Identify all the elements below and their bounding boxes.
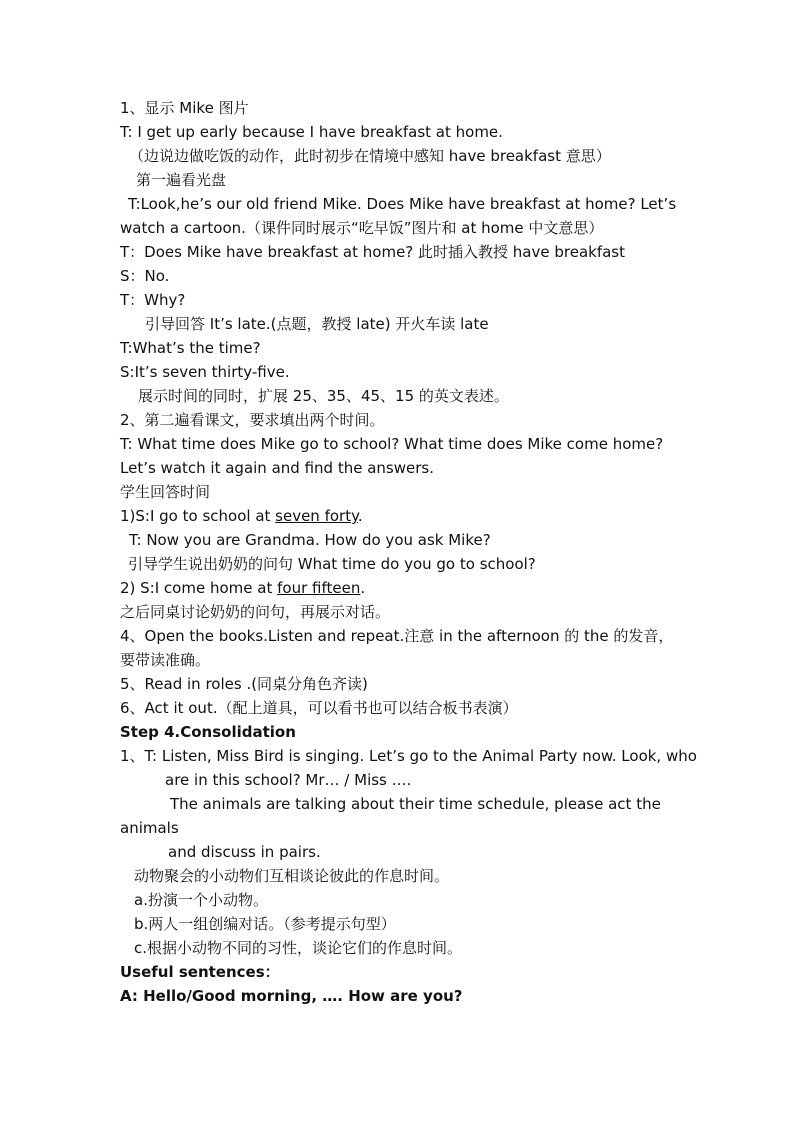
doc-line: 动物聚会的小动物们互相谈论彼此的作息时间。 — [134, 867, 450, 885]
doc-line: S:It’s seven thirty-five. — [120, 363, 290, 381]
doc-line: S：No. — [120, 267, 170, 285]
doc-line: 之后同桌讨论奶奶的问句，再展示对话。 — [120, 603, 391, 621]
doc-line: T：Does Mike have breakfast at home? 此时插入教授 have breakfast — [120, 243, 626, 261]
doc-line: 要带读准确。 — [120, 651, 211, 669]
doc-line: 4、Open the books.Listen and repeat.注意 in the afternoon 的 the 的发音， — [120, 627, 674, 645]
doc-line: T:Look,he’s our old friend Mike. Does Mike have breakfast at home? Let’s — [128, 195, 677, 213]
doc-line: A: Hello/Good morning, …. How are you? — [120, 987, 463, 1005]
doc-line: T:What’s the time? — [120, 339, 261, 357]
doc-line: and discuss in pairs. — [168, 843, 321, 861]
doc-line: 2) S:I come home at four fifteen. — [120, 579, 366, 597]
doc-line: T：Why? — [120, 291, 186, 309]
doc-line: a.扮演一个小动物。 — [134, 891, 268, 909]
doc-line: 1)S:I go to school at seven forty. — [120, 507, 363, 525]
doc-line: b.两人一组创编对话。（参考提示句型） — [134, 915, 396, 933]
doc-line: 6、Act it out.（配上道具，可以看书也可以结合板书表演） — [120, 699, 518, 717]
doc-line: 展示时间的同时，扩展 25、35、45、15 的英文表述。 — [138, 387, 509, 405]
doc-line: 1、T: Listen, Miss Bird is singing. Let’s go to the Animal Party now. Look, who — [120, 747, 697, 765]
doc-line: T: I get up early because I have breakfast at home. — [120, 123, 503, 141]
answer-underline: four fifteen — [277, 579, 361, 597]
doc-line: 引导回答 It’s late.(点题，教授 late) 开火车读 late — [145, 315, 489, 333]
doc-line: c.根据小动物不同的习性，谈论它们的作息时间。 — [134, 939, 463, 957]
doc-line: T: Now you are Grandma. How do you ask Mike? — [129, 531, 491, 549]
doc-line: watch a cartoon.（课件同时展示“吃早饭”图片和 at home 中文意思） — [120, 219, 604, 237]
useful-sentences-heading: Useful sentences： — [120, 963, 280, 981]
doc-line: 1、显示 Mike 图片 — [120, 99, 249, 117]
doc-line: are in this school? Mr… / Miss …. — [165, 771, 412, 789]
doc-line: （边说边做吃饭的动作，此时初步在情境中感知 have breakfast 意思） — [129, 147, 611, 165]
doc-line: 第一遍看光盘 — [136, 171, 227, 189]
doc-line: The animals are talking about their time schedule, please act the — [170, 795, 661, 813]
doc-line: 5、Read in roles .(同桌分角色齐读) — [120, 675, 368, 693]
doc-line: 学生回答时间 — [120, 483, 211, 501]
doc-line: Let’s watch it again and find the answers. — [120, 459, 434, 477]
answer-underline: seven forty — [275, 507, 358, 525]
section-heading: Step 4.Consolidation — [120, 723, 296, 741]
doc-line: 2、第二遍看课文，要求填出两个时间。 — [120, 411, 385, 429]
doc-line: animals — [120, 819, 179, 837]
doc-line: 引导学生说出奶奶的问句 What time do you go to school? — [128, 555, 536, 573]
doc-line: T: What time does Mike go to school? What time does Mike come home? — [120, 435, 664, 453]
